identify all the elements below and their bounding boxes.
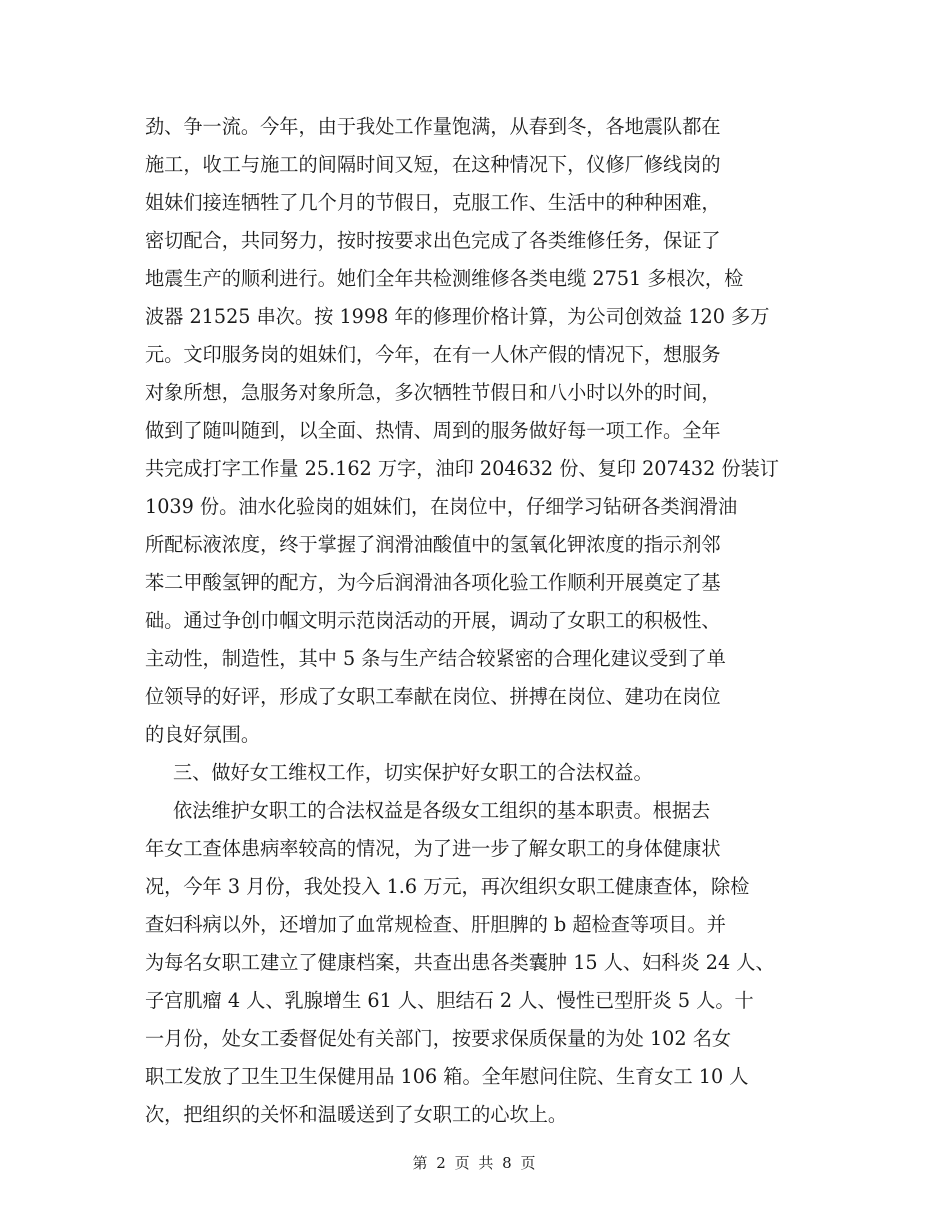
- text-line: 次，把组织的关怀和温暖送到了女职工的心坎上。: [145, 1103, 568, 1126]
- text-line: 查妇科病以外，还增加了血常规检查、肝胆脾的 b 超检查等项目。并: [145, 913, 726, 936]
- text-line: 一月份，处女工委督促处有关部门，按要求保质保量的为处 102 名女: [145, 1027, 732, 1050]
- text-line: 位领导的好评，形成了女职工奉献在岗位、拼搏在岗位、建功在岗位: [145, 685, 721, 708]
- text-line: 施工，收工与施工的间隔时间又短，在这种情况下，仪修厂修线岗的: [145, 153, 721, 176]
- text-line: 年女工查体患病率较高的情况，为了进一步了解女职工的身体健康状: [145, 837, 721, 860]
- text-line: 况，今年 3 月份，我处投入 1.6 万元，再次组织女职工健康查体，除检: [145, 875, 750, 898]
- text-line: 波器 21525 串次。按 1998 年的修理价格计算，为公司创效益 120 多万: [145, 305, 770, 328]
- text-line: 对象所想，急服务对象所急，多次牺牲节假日和八小时以外的时间，: [145, 381, 721, 404]
- text-line: 共完成打字工作量 25.162 万字，油印 204632 份、复印 207432 份装订: [145, 457, 779, 480]
- text-line: 依法维护女职工的合法权益是各级女工组织的基本职责。根据去: [173, 799, 711, 822]
- text-line: 苯二甲酸氢钾的配方，为今后润滑油各项化验工作顺利开展奠定了基: [145, 571, 721, 594]
- page-number-footer: 第 2 页 共 8 页: [412, 1154, 538, 1172]
- text-line: 主动性，制造性，其中 5 条与生产结合较紧密的合理化建议受到了单: [145, 647, 726, 670]
- text-line: 的良好氛围。: [145, 723, 261, 746]
- text-line: 职工发放了卫生卫生保健用品 106 箱。全年慰问住院、生育女工 10 人: [145, 1065, 749, 1088]
- text-line: 础。通过争创巾帼文明示范岗活动的开展，调动了女职工的积极性、: [145, 609, 721, 632]
- text-line: 做到了随叫随到，以全面、热情、周到的服务做好每一项工作。全年: [145, 419, 721, 442]
- section-heading: 三、做好女工维权工作，切实保护好女职工的合法权益。: [173, 761, 653, 784]
- text-line: 姐妹们接连牺牲了几个月的节假日，克服工作、生活中的种种困难，: [145, 191, 721, 214]
- text-line: 1039 份。油水化验岗的姐妹们，在岗位中，仔细学习钻研各类润滑油: [145, 495, 738, 518]
- text-line: 子宫肌瘤 4 人、乳腺增生 61 人、胆结石 2 人、慢性已型肝炎 5 人。十: [145, 989, 754, 1012]
- text-line: 劲、争一流。今年，由于我处工作量饱满，从春到冬，各地震队都在: [145, 115, 721, 138]
- text-line: 为每名女职工建立了健康档案，共查出患各类囊肿 15 人、妇科炎 24 人、: [145, 951, 775, 974]
- document-body: [145, 108, 815, 1134]
- text-line: 密切配合，共同努力，按时按要求出色完成了各类维修任务，保证了: [145, 229, 721, 252]
- text-line: 地震生产的顺利进行。她们全年共检测维修各类电缆 2751 多根次，检: [145, 267, 744, 290]
- text-line: 所配标液浓度，终于掌握了润滑油酸值中的氢氧化钾浓度的指示剂邻: [145, 533, 721, 556]
- text-line: 元。文印服务岗的姐妹们，今年，在有一人休产假的情况下，想服务: [145, 343, 721, 366]
